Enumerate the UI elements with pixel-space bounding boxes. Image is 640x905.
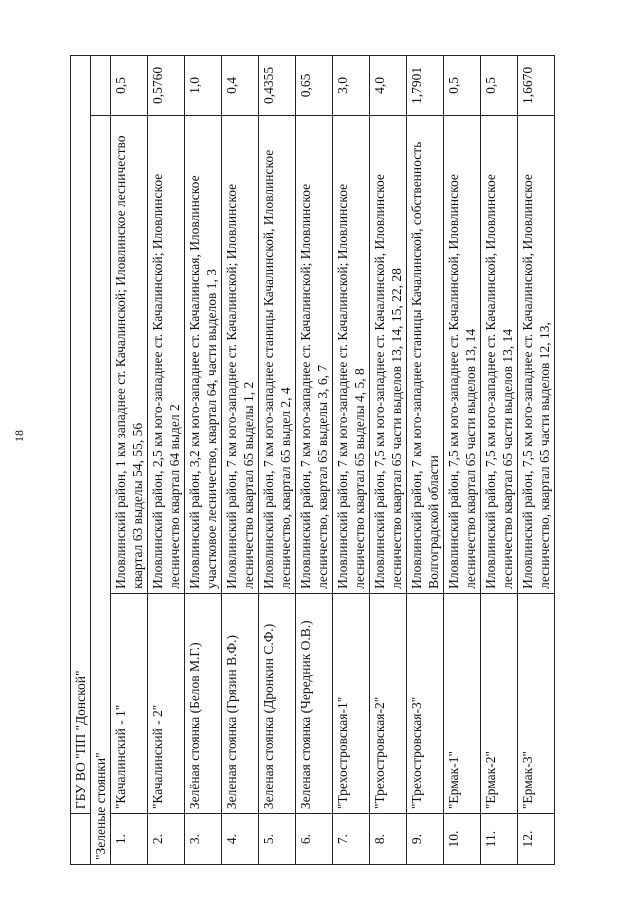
row-number: 2. <box>148 814 185 865</box>
row-location: Иловлинский район, 7,5 км юго-западнее ст. Качалинской, Иловлинское лесничество квартал 65 части выделов 13, 14 <box>444 115 481 593</box>
org-header: ГБУ ВО "ПП "Донской" <box>71 56 91 814</box>
table-row <box>518 56 555 865</box>
table-row <box>407 56 444 865</box>
row-location: Иловлинский район, 7,5 км юго-западнее ст. Качалинской, Иловлинское лесничество квартал 65 части выделов 13, 14 <box>481 115 518 593</box>
row-area: 0,5 <box>111 56 148 116</box>
org-header-row <box>71 56 91 865</box>
row-location: Иловлинский район, 7 км юго-западнее станицы Качалинской, Иловлинское лесничество, квартал 65 выдел 2, 4 <box>259 115 296 593</box>
row-area: 0,4 <box>222 56 259 116</box>
row-area: 1,6670 <box>518 56 555 116</box>
row-area: 3,0 <box>333 56 370 116</box>
row-location: Иловлинский район, 3,2 км юго-западнее ст. Качалинская, Иловлинское участковое лесничество, квартал 64, части выделов 1, 3 <box>185 115 222 593</box>
row-number: 8. <box>370 814 407 865</box>
row-number: 9. <box>407 814 444 865</box>
row-name: "Ермак-3" <box>518 593 555 813</box>
row-number: 10. <box>444 814 481 865</box>
row-area: 0,4355 <box>259 56 296 116</box>
row-number: 11. <box>481 814 518 865</box>
row-number: 4. <box>222 814 259 865</box>
section-title: "Зеленые стоянки" <box>91 115 111 864</box>
row-number: 1. <box>111 814 148 865</box>
row-location: Иловлинский район, 7 км юго-западнее ст. Качалинской; Иловлинское лесничество квартал 65 выделы 4, 5, 8 <box>333 115 370 593</box>
row-area: 1,0 <box>185 56 222 116</box>
table-row <box>259 56 296 865</box>
row-number: 3. <box>185 814 222 865</box>
row-location: Иловлинский район, 7 км юго-западнее станицы Качалинской, собственность Волгоградской области <box>407 115 444 593</box>
row-name: "Трехостровская-2" <box>370 593 407 813</box>
row-number: 12. <box>518 814 555 865</box>
row-name: Зеленая стоянка (Дронкин С.Ф.) <box>259 593 296 813</box>
row-area: 0,5760 <box>148 56 185 116</box>
row-area: 0,5 <box>481 56 518 116</box>
page-number: 18 <box>12 430 26 442</box>
row-name: "Качалинский - 2" <box>148 593 185 813</box>
org-header-blank-cell <box>71 814 91 865</box>
row-name: "Качалинский - 1" <box>111 593 148 813</box>
row-name: "Трехостровская-1" <box>333 593 370 813</box>
section-title-row <box>91 56 111 865</box>
row-name: "Ермак-1" <box>444 593 481 813</box>
row-number: 7. <box>333 814 370 865</box>
row-location: Иловлинский район, 2,5 км юго-западнее ст. Качалинской; Иловлинское лесничество квартал 64 выдел 2 <box>148 115 185 593</box>
section-title-blank-cell <box>91 56 111 116</box>
table-row <box>185 56 222 865</box>
row-name: Зеленая стоянка (Грязин В.Ф.) <box>222 593 259 813</box>
row-name: Зеленая стоянка (Чередник О.В.) <box>296 593 333 813</box>
row-location: Иловлинский район, 7,5 км юго-западнее ст. Качалинской, Иловлинское лесничество квартал 65 части выделов 13, 14, 15, 22, 28 <box>370 115 407 593</box>
row-area: 4,0 <box>370 56 407 116</box>
row-name: "Трехостровская-3" <box>407 593 444 813</box>
table-row <box>222 56 259 865</box>
row-number: 5. <box>259 814 296 865</box>
table-row <box>370 56 407 865</box>
table-row <box>148 56 185 865</box>
row-name: Зелёная стоянка (Белов М.Г.) <box>185 593 222 813</box>
row-number: 6. <box>296 814 333 865</box>
row-area: 0,65 <box>296 56 333 116</box>
row-name: "Ермак-2" <box>481 593 518 813</box>
row-location: Иловлинский район, 7 км юго-западнее ст. Качалинской; Иловлинское лесничество, квартал 65 выделы 3, 6, 7 <box>296 115 333 593</box>
row-area: 1,7901 <box>407 56 444 116</box>
row-area: 0,5 <box>444 56 481 116</box>
row-location: Иловлинский район, 7,5 км юго-западнее ст. Качалинской, Иловлинское лесничество, квартал 65 части выделов 12, 13, <box>518 115 555 593</box>
table-row <box>481 56 518 865</box>
table-row <box>296 56 333 865</box>
parking-table <box>70 55 555 865</box>
table-row <box>333 56 370 865</box>
row-location: Иловлинский район, 7 км юго-западнее ст. Качалинской; Иловлинское лесничество квартал 65 выделы 1, 2 <box>222 115 259 593</box>
row-location: Иловлинский район, 1 км западнее ст. Качалинской; Иловлинское лесничество квартал 63 выделы 54, 55, 56 <box>111 115 148 593</box>
table-row <box>444 56 481 865</box>
table-row <box>111 56 148 865</box>
